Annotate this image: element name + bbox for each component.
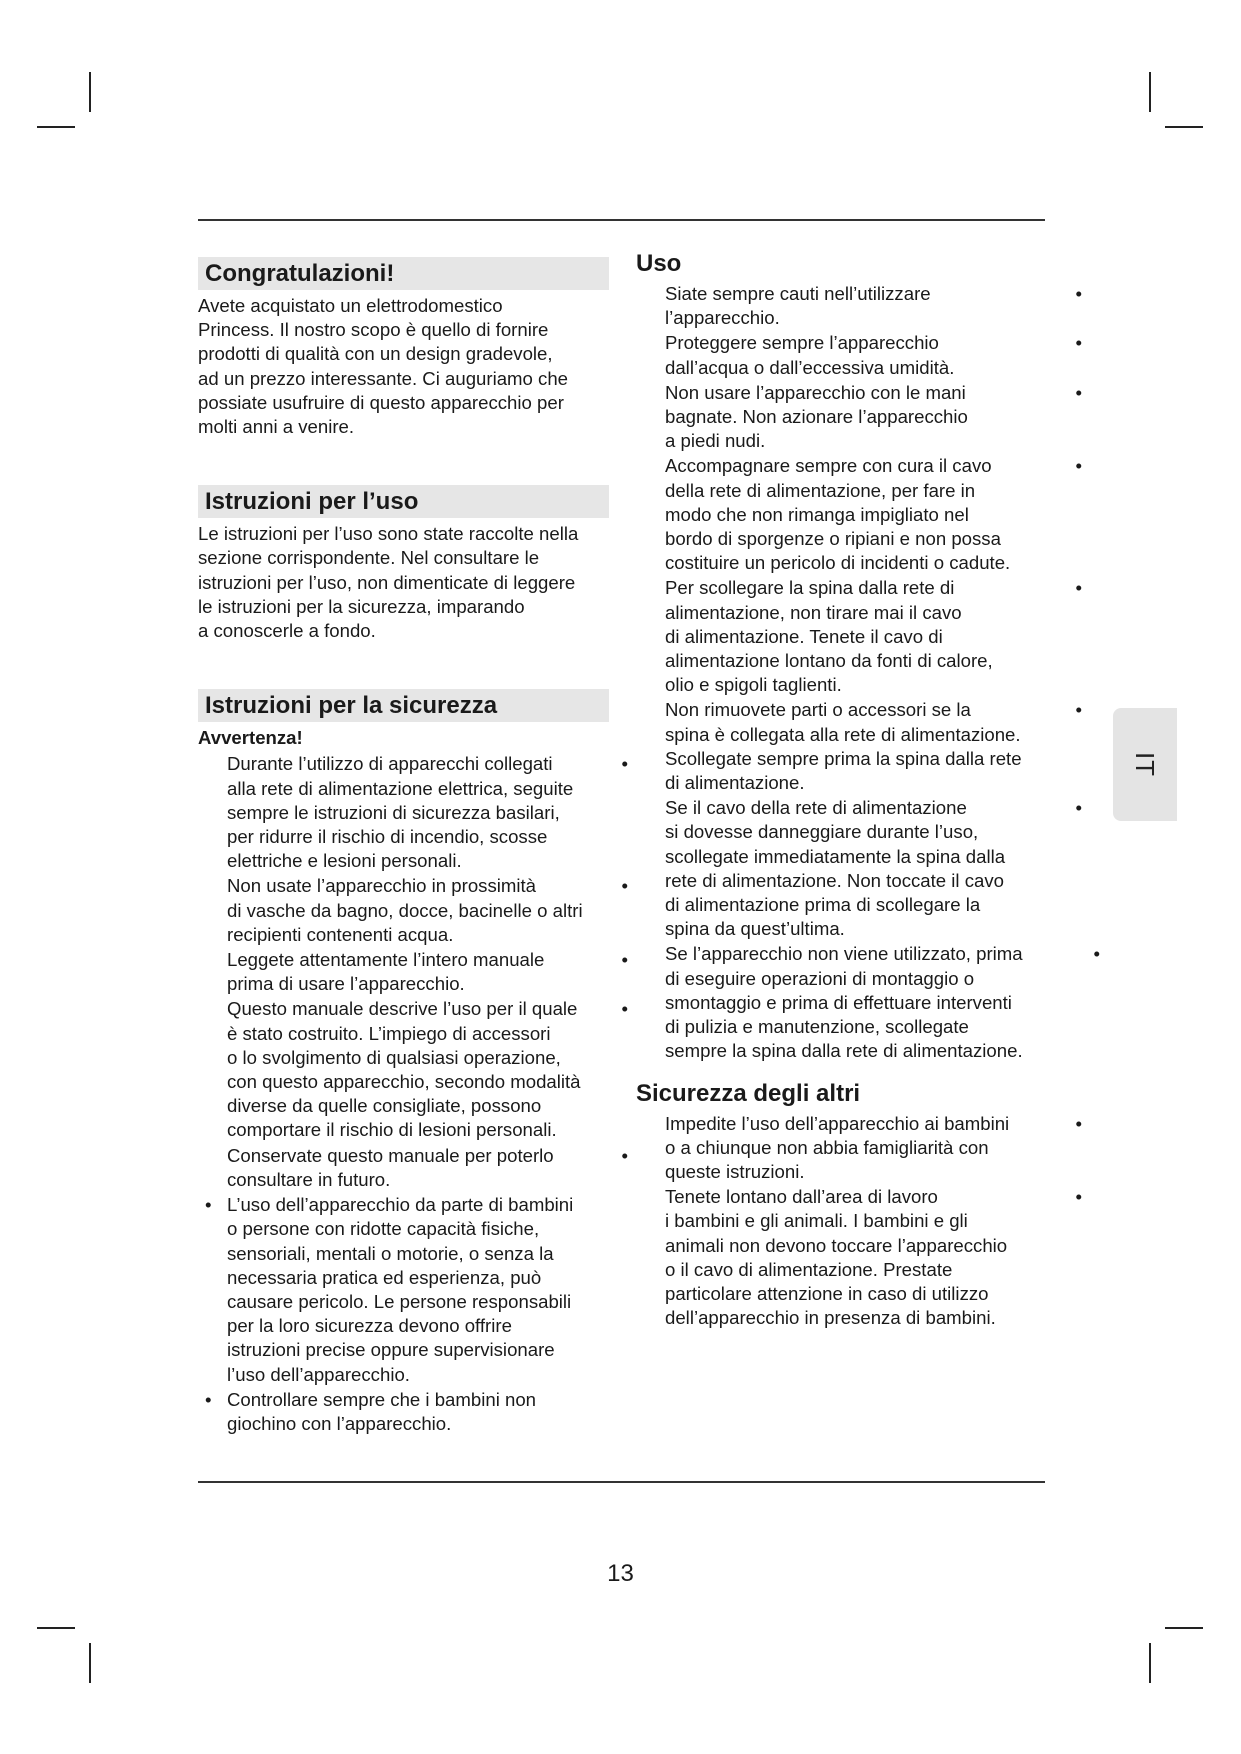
list-item-text: Proteggere sempre l’apparecchio dall’acqua o dall’eccessiva umidità.	[665, 332, 955, 378]
bullet-icon: •	[1075, 1112, 1082, 1134]
bullet-icon: •	[1075, 332, 1082, 354]
bullet-icon: •	[1075, 699, 1082, 721]
spacer	[198, 643, 612, 689]
top-rule	[198, 219, 1045, 221]
list-item-text: Siate sempre cauti nell’utilizzare l’apparecchio.	[665, 283, 931, 329]
bullet-icon: •	[1075, 455, 1082, 477]
list-item-text: Non usare l’apparecchio con le mani bagnate. Non azionare l’apparecchio a piedi nudi.	[665, 381, 968, 452]
crop-mark-bottom-right-vertical	[1149, 1643, 1151, 1683]
list-item	[636, 381, 1082, 454]
crop-mark-top-left-horizontal	[37, 126, 75, 128]
use-heading: Uso	[636, 250, 682, 277]
list-item	[198, 874, 628, 947]
list-item-text: Conservate questo manuale per poterlo consultare in futuro.	[227, 1144, 554, 1190]
list-item	[636, 282, 1082, 330]
bullet-icon: •	[621, 753, 628, 775]
list-item	[636, 698, 1082, 795]
spacer	[636, 1065, 1066, 1079]
list-item	[636, 796, 1082, 941]
safety-heading: Istruzioni per la sicurezza	[198, 689, 609, 722]
bullet-icon: •	[205, 1388, 212, 1410]
list-item	[636, 454, 1082, 575]
language-tab-label: IT	[1130, 751, 1161, 778]
bullet-icon: •	[1075, 1186, 1082, 1208]
others-safety-heading: Sicurezza degli altri	[636, 1079, 861, 1107]
spacer	[198, 439, 612, 485]
list-item	[636, 576, 1082, 697]
list-item-text: Se il cavo della rete di alimentazione si dovesse danneggiare durante l’uso, scollegate immediatamente la spina dalla rete di alimentazione. Non toccate il cavo di alimentazione prima di scollegare la spina da quest’ultima.	[665, 797, 1006, 940]
list-item	[636, 331, 1082, 379]
bullet-icon: •	[621, 875, 628, 897]
bullet-icon: •	[1075, 283, 1082, 304]
bullet-icon: •	[621, 998, 628, 1020]
list-item-text: Non usate l’apparecchio in prossimità di vasche da bagno, docce, bacinelle o altri recipienti contenenti acqua.	[227, 875, 583, 945]
congratulations-heading: Congratulazioni!	[198, 257, 609, 290]
list-item	[198, 1388, 612, 1436]
list-item	[198, 1193, 612, 1387]
list-item-text: Impedite l’uso dell’apparecchio ai bambini o a chiunque non abbia famigliarità con queste istruzioni.	[665, 1112, 1010, 1182]
list-item-text: Accompagnare sempre con cura il cavo della rete di alimentazione, per fare in modo che non rimanga impigliato nel bordo di sporgenze o ripiani e non possa costituire un pericolo di incidenti o cadute.	[665, 455, 1011, 574]
list-item	[198, 1144, 628, 1192]
list-item-text: Controllare sempre che i bambini non giochino con l’apparecchio.	[227, 1388, 537, 1434]
list-item-text: Tenete lontano dall’area di lavoro i bambini e gli animali. I bambini e gli animali non devono toccare l’apparecchio o il cavo di alimentazione. Prestate particolare attenzione in caso di utilizzo dell’apparecchio in presenza di bambini.	[665, 1186, 1008, 1329]
list-item	[198, 752, 628, 873]
warning-label: Avvertenza!	[198, 727, 303, 749]
list-item	[636, 1112, 1082, 1185]
bullet-icon: •	[1075, 577, 1082, 599]
list-item-text: Durante l’utilizzo di apparecchi collegati alla rete di alimentazione elettrica, seguite sempre le istruzioni di sicurezza basilari, per ridurre il rischio di incendio, scosse elettriche e lesioni personali.	[227, 753, 574, 872]
bottom-rule	[198, 1481, 1045, 1483]
instructions-heading: Istruzioni per l’uso	[198, 485, 609, 518]
list-item-text: Questo manuale descrive l’uso per il quale è stato costruito. L’impiego di accessori o lo svolgimento di qualsiasi operazione, con questo apparecchio, secondo modalità diverse da quelle consigliate, possono comportare il rischio di lesioni personali.	[227, 998, 581, 1141]
crop-mark-top-left-vertical	[89, 72, 91, 112]
instructions-text: Le istruzioni per l’uso sono state raccolte nella sezione corrispondente. Nel consultare le istruzioni per l’uso, non dimenticate di leggere le istruzioni per la sicurezza, imparando a conoscerle a fondo.	[198, 523, 579, 642]
list-item-text: Per scollegare la spina dalla rete di alimentazione, non tirare mai il cavo di alimentazione. Tenete il cavo di alimentazione lontano da fonti di calore, olio e spigoli taglienti.	[665, 577, 993, 696]
list-item-text: Se l’apparecchio non viene utilizzato, prima di eseguire operazioni di montaggio o smontaggio e prima di effettuare interventi di pulizia e manutenzione, scollegate sempre la spina dalla rete di alimentazione.	[665, 943, 1023, 1062]
bullet-icon: •	[1093, 943, 1100, 965]
list-item-text: L’uso dell’apparecchio da parte di bambini o persone con ridotte capacità fisiche, sensoriali, mentali o motorie, o senza la necessaria pratica ed esperienza, può causare pericolo. Le persone responsabili per la loro sicurezza devono offrire istruzioni precise oppure supervisionare l’uso dell’apparecchio.	[227, 1194, 574, 1385]
congratulations-text: Avete acquistato un elettrodomestico Princess. Il nostro scopo è quello di fornire prodotti di qualità con un design gradevole, ad un prezzo interessante. Ci auguriamo che possiate usufruire di questo apparecchio per molti anni a venire.	[198, 295, 569, 438]
crop-mark-bottom-left-vertical	[89, 1643, 91, 1683]
left-column	[198, 257, 628, 1437]
list-item-text: Leggete attentamente l’intero manuale prima di usare l’apparecchio.	[227, 949, 545, 995]
crop-mark-top-right-horizontal	[1165, 126, 1203, 128]
bullet-icon: •	[205, 1194, 212, 1216]
right-column	[636, 249, 1100, 1331]
language-tab	[1113, 708, 1177, 821]
list-item-text: Non rimuovete parti o accessori se la spina è collegata alla rete di alimentazione. Scollegate sempre prima la spina dalla rete di alimentazione.	[665, 699, 1022, 794]
list-item	[636, 1185, 1082, 1330]
crop-mark-top-right-vertical	[1149, 72, 1151, 112]
crop-mark-bottom-left-horizontal	[37, 1627, 75, 1629]
page-number: 13	[607, 1560, 634, 1587]
bullet-icon: •	[1075, 381, 1082, 403]
list-item	[198, 948, 628, 996]
bullet-icon: •	[621, 1144, 628, 1166]
bullet-icon: •	[1075, 797, 1082, 819]
list-item	[198, 997, 628, 1142]
bullet-icon: •	[621, 949, 628, 971]
list-item	[636, 942, 1100, 1063]
crop-mark-bottom-right-horizontal	[1165, 1627, 1203, 1629]
